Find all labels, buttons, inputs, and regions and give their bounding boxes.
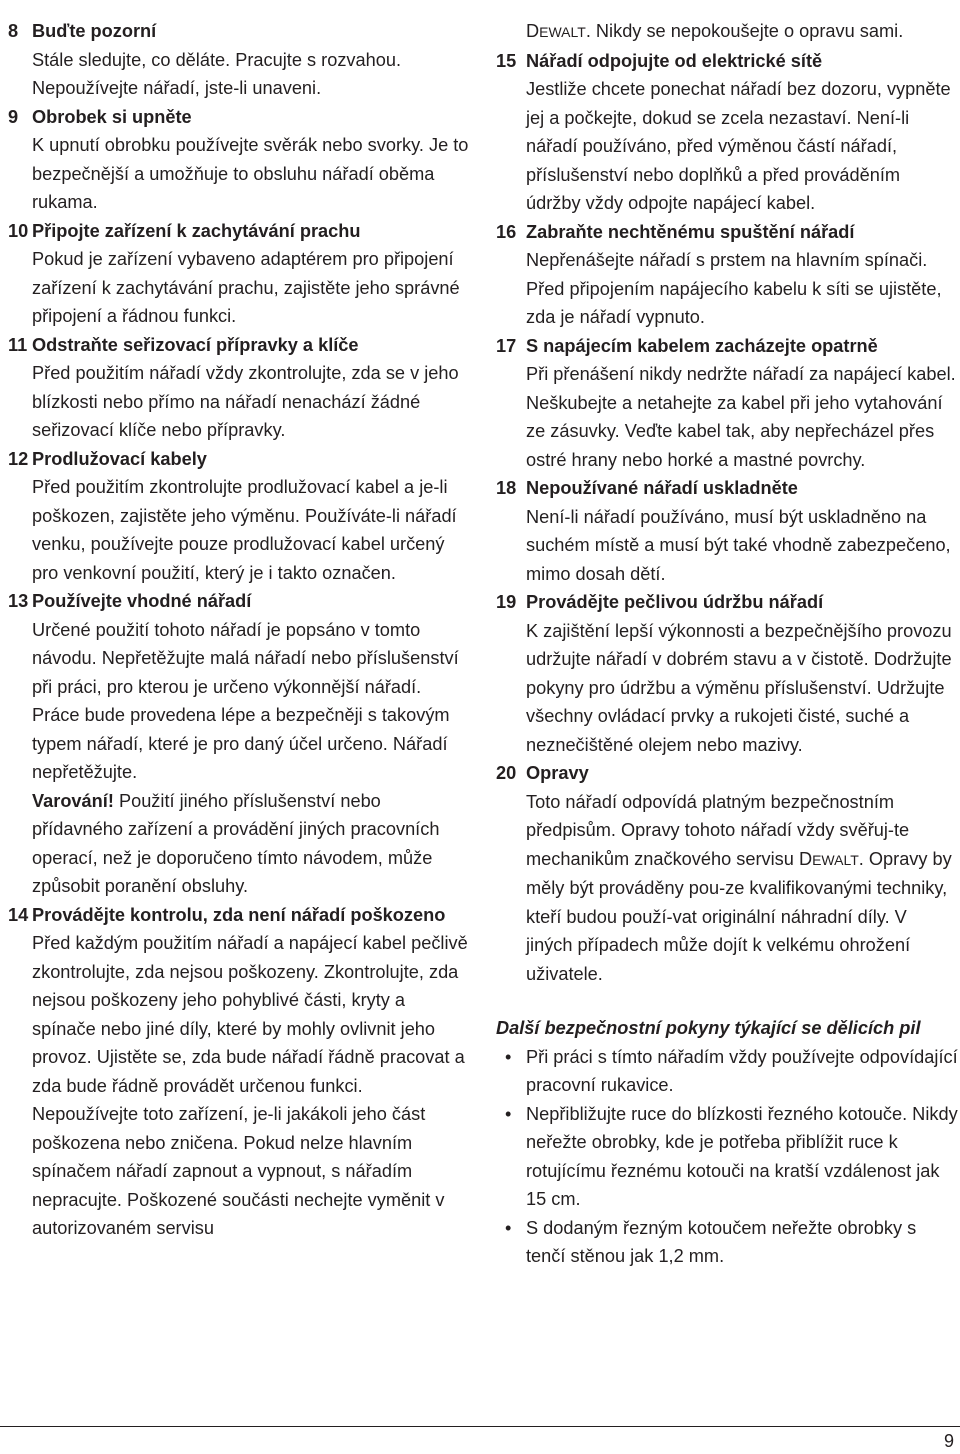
section-heading: Další bezpečnostní pokyny týkající se dělicích pil <box>496 1018 921 1038</box>
brand-rest: EWALT <box>539 24 586 40</box>
safety-item-11 <box>8 331 470 445</box>
continuation-text <box>526 17 958 47</box>
footer-divider <box>0 1426 960 1427</box>
item-body: K zajištění lepší výkonnosti a bezpečnějšího provozu udržujte nářadí v dobrém stavu a v čistotě. Dodržujte pokyny pro údržbu a výměnu příslušenství. Udržujte všechny ovládací prvky a rukojeti čisté, suché a neznečištěné olejem nebo mazivy. <box>526 620 952 755</box>
item-title: Prodlužovací kabely <box>32 448 207 469</box>
item-body: Při přenášení nikdy nedržte nářadí za napájecí kabel. Neškubejte a netahejte za kabel při jeho vytahování ze zásuvky. Veďte kabel tak, aby nepřecházel přes ostré hrany nebo horké a mastné povrchy. <box>526 364 956 470</box>
warning-text: Použití jiného příslušenství nebo přídavného zařízení a provádění jiných pracovních operací, než je doporučeno tímto návodem, může způsobit poranění obsluhy. <box>32 790 440 896</box>
item-number: 17 <box>496 335 517 356</box>
safety-item-12 <box>8 445 470 588</box>
item-body: Před každým použitím nářadí a napájecí kabel pečlivě zkontrolujte, zda nejsou poškozeny. Zkontrolujte, zda nejsou poškozeny jeho pohyblivé části, kryty a spínače nebo jiné díly, které by mohly ovlivnit jeho provoz. Ujistěte se, zda bude nářadí řádně pracovat a zda bude řádně provádět určenou funkci. Nepoužívejte toto zařízení, je-li jakákoli jeho část poškozena nebo zničena. Pokud nelze hlavním spínačem nářadí zapnout a vypnout, s nářadím nepracujte. Poškozené součásti nechejte vyměnit v autorizovaném servisu <box>32 933 468 1238</box>
right-column <box>496 17 958 1271</box>
item-number: 8 <box>8 21 19 41</box>
bullet-text: S dodaným řezným kotoučem neřežte obrobky s tenčí stěnou jak 1,2 mm. <box>526 1217 917 1266</box>
item-body: Jestliže chcete ponechat nářadí bez dozoru, vypněte jej a počkejte, dokud se zcela nezastaví. Není-li nářadí používáno, před výměnou částí nářadí, příslušenství nebo doplňků a před prováděním údržby vždy odpojte napájecí kabel. <box>526 79 951 213</box>
item-body <box>526 788 958 989</box>
item-14-continuation <box>496 17 958 47</box>
item-body: Před použitím nářadí vždy zkontrolujte, zda se v jeho blízkosti nebo přímo na nářadí nenachází žádné seřizovací klíče nebo přípravky. <box>32 363 459 440</box>
item-number: 19 <box>496 592 517 612</box>
safety-item-15 <box>496 47 958 218</box>
safety-item-14 <box>8 901 470 1243</box>
warning-label: Varování! <box>32 790 114 811</box>
item-title: Obrobek si upněte <box>32 106 192 127</box>
item-number: 10 <box>8 220 29 241</box>
item-body: Není-li nářadí používáno, musí být uskladněno na suchém místě a musí být také vhodně zabezpečeno, mimo dosah dětí. <box>526 506 951 584</box>
item-body: Nepřenášejte nářadí s prstem na hlavním spínači. Před připojením napájecího kabelu k síti se ujistěte, zda je nářadí vypnuto. <box>526 250 942 327</box>
item-title: Buďte pozorní <box>32 21 157 41</box>
safety-item-10 <box>8 217 470 331</box>
item-number: 9 <box>8 106 19 127</box>
item-title: S napájecím kabelem zacházejte opatrně <box>526 335 878 356</box>
body-start: Toto nářadí odpovídá platným bezpečnostním předpisům. Opravy tohoto nářadí vždy svěřuj-te mechanikům značkového servisu <box>526 791 910 869</box>
item-title: Nepoužívané nářadí uskladněte <box>526 478 798 498</box>
page-number: 9 <box>943 1431 954 1451</box>
item-title: Používejte vhodné nářadí <box>32 591 252 611</box>
item-body: Stále sledujte, co děláte. Pracujte s rozvahou. Nepoužívejte nářadí, jste-li unaveni. <box>32 49 402 98</box>
safety-item-13 <box>8 587 470 901</box>
brand-initial: D <box>798 848 813 869</box>
bullet-text: Při práci s tímto nářadím vždy používejte odpovídající pracovní rukavice. <box>526 1046 958 1095</box>
item-body: Určené použití tohoto nářadí je popsáno v tomto návodu. Nepřetěžujte malá nářadí nebo příslušenství při práci, pro kterou je určeno výkonnější nářadí. Práce bude provedena lépe a bezpečněji s takovým typem nářadí, které je pro daný účel určeno. Nářadí nepřetěžujte. <box>32 619 459 782</box>
item-title: Provádějte kontrolu, zda není nářadí poškozeno <box>32 904 446 925</box>
item-number: 12 <box>8 448 29 469</box>
safety-item-9 <box>8 103 470 217</box>
warning-paragraph <box>32 787 470 901</box>
safety-item-17 <box>496 332 958 475</box>
item-body: Před použitím zkontrolujte prodlužovací kabel a je-li poškozen, zajistěte jeho výměnu. Používáte-li nářadí venku, používejte pouze prodlužovací kabel určený pro venkovní použití, který je i takto označen. <box>32 477 457 583</box>
bullet-text: Nepřibližujte ruce do blízkosti řezného kotouče. Nikdy neřežte obrobky, kde je potřeba přiblížit ruce k rotujícímu řeznému kotouči na kratší vzdálenost jak 15 cm. <box>526 1103 958 1209</box>
bullet-item <box>496 1214 958 1271</box>
item-body: K upnutí obrobku používejte svěrák nebo svorky. Je to bezpečnější a umožňuje to obsluhu nářadí oběma rukama. <box>32 135 469 212</box>
safety-item-16 <box>496 218 958 332</box>
item-title: Odstraňte seřizovací přípravky a klíče <box>32 334 359 355</box>
item-number: 16 <box>496 221 517 242</box>
bullet-icon: • <box>505 1217 512 1238</box>
bullet-item <box>496 1043 958 1100</box>
bullet-item <box>496 1100 958 1214</box>
continuation-end: . Nikdy se nepokoušejte o opravu sami. <box>585 21 904 41</box>
safety-item-19 <box>496 588 958 759</box>
item-number: 20 <box>496 763 517 783</box>
item-title: Provádějte pečlivou údržbu nářadí <box>526 592 824 612</box>
item-title: Připojte zařízení k zachytávání prachu <box>32 220 361 241</box>
item-number: 13 <box>8 591 29 611</box>
item-title: Nářadí odpojujte od elektrické sítě <box>526 50 823 71</box>
bullet-list <box>496 1043 958 1271</box>
item-title: Zabraňte nechtěnému spuštění nářadí <box>526 221 855 242</box>
safety-item-18 <box>496 474 958 588</box>
item-title: Opravy <box>526 763 589 783</box>
safety-item-20 <box>496 759 958 988</box>
item-number: 14 <box>8 904 29 925</box>
item-number: 18 <box>496 478 517 498</box>
body-end: . Opravy by měly být prováděny pou-ze kvalifikovanými techniky, kteří budou použí-vat originální náhradní díly. V jiných případech může dojít k velkému ohrožení uživatele. <box>526 848 952 984</box>
safety-item-8 <box>8 17 470 103</box>
bullet-icon: • <box>505 1103 512 1124</box>
brand-rest: EWALT <box>812 851 859 868</box>
bullet-icon: • <box>505 1046 512 1067</box>
item-number: 15 <box>496 50 517 71</box>
item-number: 11 <box>8 334 28 355</box>
left-column <box>8 17 470 1243</box>
brand-initial: D <box>526 21 540 41</box>
item-body: Pokud je zařízení vybaveno adaptérem pro připojení zařízení k zachytávání prachu, zajistěte jeho správné připojení a řádnou funkci. <box>32 249 460 326</box>
